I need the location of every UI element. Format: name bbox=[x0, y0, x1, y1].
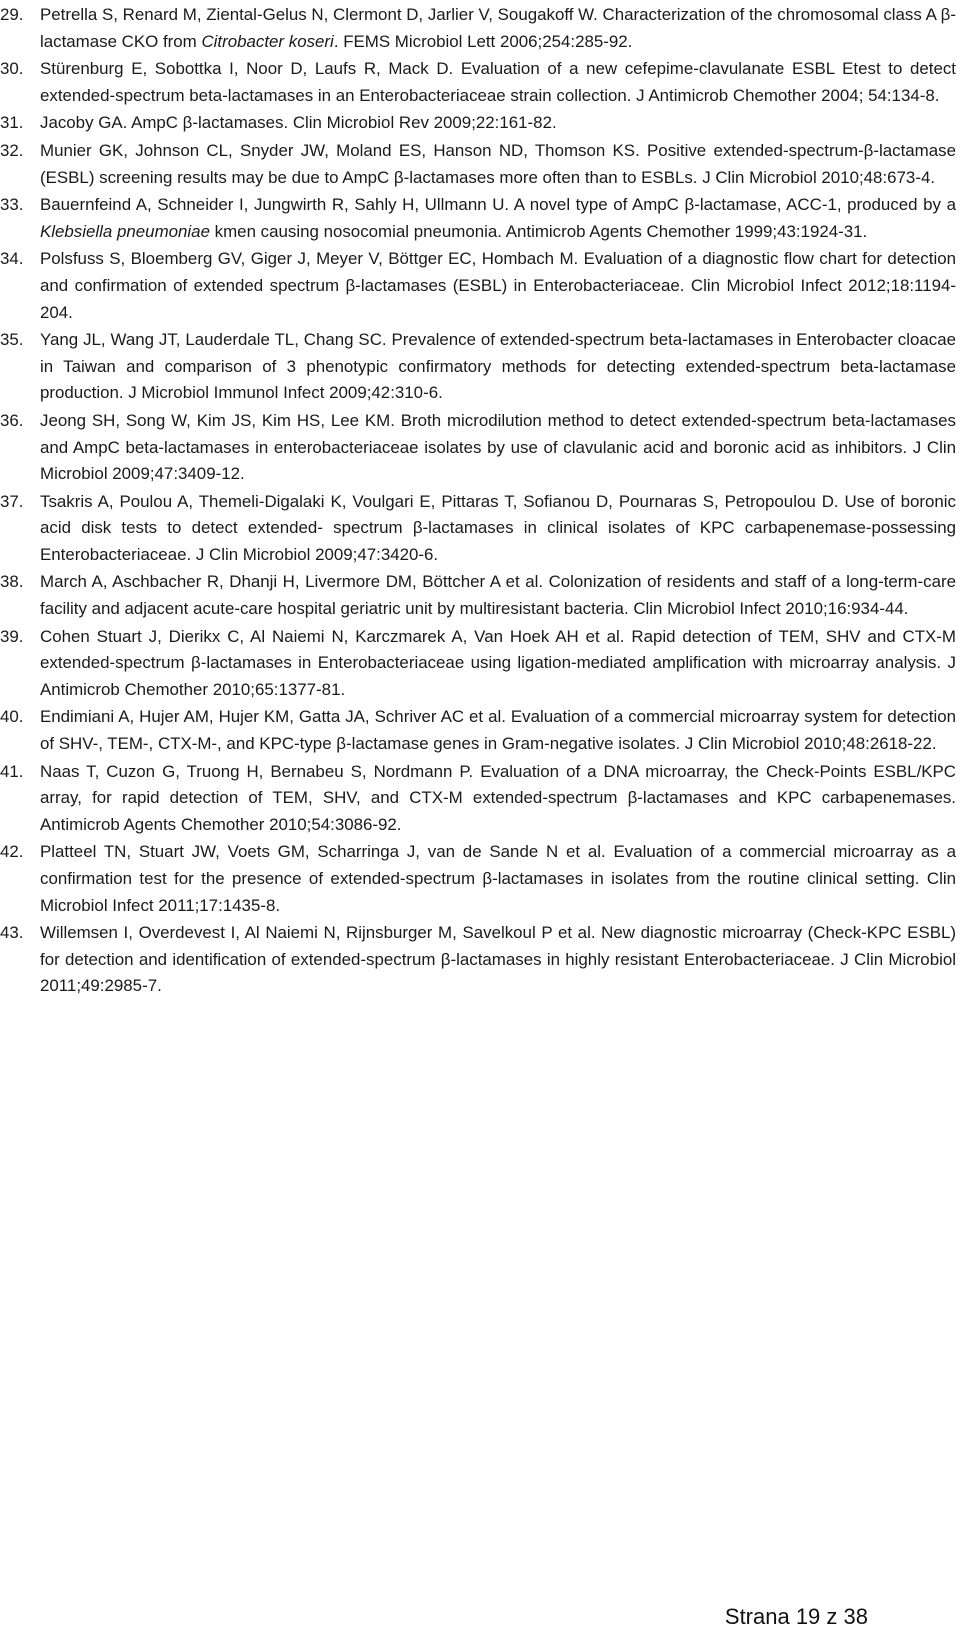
reference-text: Munier GK, Johnson CL, Snyder JW, Moland ES, Hanson ND, Thomson KS. Positive extended-spectrum-β-lactamase (ESBL) screening results may be due to AmpC β-lactamases more often than to ESBLs. J Clin Microbiol 2010;48:673-4. bbox=[40, 140, 956, 187]
reference-number: 38. bbox=[0, 572, 24, 592]
reference-text: Cohen Stuart J, Dierikx C, Al Naiemi N, Karczmarek A, Van Hoek AH et al. Rapid detection of TEM, SHV and CTX-M extended-spectrum β-lactamases in Enterobacteriaceae using ligation-mediated amplification with microarray analysis. J Antimicrob Chemother 2010;65:1377-81. bbox=[40, 626, 956, 699]
reference-number: 35. bbox=[0, 330, 24, 350]
reference-text: Jacoby GA. AmpC β-lactamases. Clin Microbiol Rev 2009;22:161-82. bbox=[40, 113, 557, 133]
reference-item bbox=[0, 110, 960, 137]
reference-text: Willemsen I, Overdevest I, Al Naiemi N, Rijnsburger M, Savelkoul P et al. New diagnostic microarray (Check-KPC ESBL) for detection and identification of extended-spectrum β-lactamases in highly resistant Enterobacteriaceae. J Clin Microbiol 2011;49:2985-7. bbox=[40, 923, 956, 996]
reference-number: 39. bbox=[0, 626, 24, 646]
reference-item bbox=[0, 704, 960, 757]
reference-number: 43. bbox=[0, 923, 24, 943]
reference-number: 31. bbox=[0, 113, 24, 133]
reference-item bbox=[0, 408, 960, 488]
reference-number: 29. bbox=[0, 5, 24, 24]
reference-text-tail: . FEMS Microbiol Lett 2006;254:285-92. bbox=[333, 31, 633, 51]
reference-list bbox=[0, 2, 960, 1001]
reference-item bbox=[0, 839, 960, 919]
reference-text: Platteel TN, Stuart JW, Voets GM, Scharringa J, van de Sande N et al. Evaluation of a commercial microarray as a confirmation test for the presence of extended-spectrum β-lactamases in isolates from the routine clinical setting. Clin Microbiol Infect 2011;17:1435-8. bbox=[40, 842, 956, 915]
reference-text: Tsakris A, Poulou A, Themeli-Digalaki K, Voulgari E, Pittaras T, Sofianou D, Pournaras S, Petropoulou D. Use of boronic acid disk tests to detect extended- spectrum β-lactamases in clinical isolates of KPC carbapenemase-possessing Enterobacteriaceae. J Clin Microbiol 2009;47:3420-6. bbox=[40, 491, 956, 564]
reference-number: 40. bbox=[0, 707, 24, 727]
reference-text: Naas T, Cuzon G, Truong H, Bernabeu S, Nordmann P. Evaluation of a DNA microarray, the Check-Points ESBL/KPC array, for rapid detection of TEM, SHV, and CTX-M extended-spectrum β-lactamases and KPC carbapenemases. Antimicrob Agents Chemother 2010;54:3086-92. bbox=[40, 761, 956, 834]
reference-text: Yang JL, Wang JT, Lauderdale TL, Chang SC. Prevalence of extended-spectrum beta-lactamases in Enterobacter cloacae in Taiwan and comparison of 3 phenotypic confirmatory methods for detecting extended-spectrum beta-lactamase production. J Microbiol Immunol Infect 2009;42:310-6. bbox=[40, 330, 956, 403]
page-number-footer: Strana 19 z 38 bbox=[724, 1604, 868, 1629]
reference-text: March A, Aschbacher R, Dhanji H, Livermore DM, Böttcher A et al. Colonization of residents and staff of a long-term-care facility and adjacent acute-care hospital geriatric unit by multiresistant bacteria. Clin Microbiol Infect 2010;16:934-44. bbox=[40, 572, 956, 619]
reference-text: Polsfuss S, Bloemberg GV, Giger J, Meyer V, Böttger EC, Hombach M. Evaluation of a diagnostic flow chart for detection and confirmation of extended spectrum β-lactamases (ESBL) in Enterobacteriaceae. Clin Microbiol Infect 2012;18:1194-204. bbox=[40, 249, 956, 322]
reference-number: 33. bbox=[0, 195, 24, 215]
reference-species-name: Klebsiella pneumoniae bbox=[40, 221, 210, 241]
reference-species-name: Citrobacter koseri bbox=[201, 31, 334, 51]
reference-text: Bauernfeind A, Schneider I, Jungwirth R, Sahly H, Ullmann U. A novel type of AmpC β-lactamase, ACC-1, produced by a bbox=[40, 195, 956, 215]
reference-number: 34. bbox=[0, 249, 24, 269]
reference-number: 42. bbox=[0, 842, 24, 862]
reference-text-tail: kmen causing nosocomial pneumonia. Antimicrob Agents Chemother 1999;43:1924-31. bbox=[209, 221, 868, 241]
reference-number: 37. bbox=[0, 491, 24, 511]
reference-item bbox=[0, 246, 960, 326]
reference-text: Jeong SH, Song W, Kim JS, Kim HS, Lee KM. Broth microdilution method to detect extended-spectrum beta-lactamases and AmpC beta-lactamases in enterobacteriaceae isolates by use of clavulanic acid and boronic acid as inhibitors. J Clin Microbiol 2009;47:3409-12. bbox=[40, 410, 956, 484]
reference-item bbox=[0, 2, 960, 55]
reference-item bbox=[0, 489, 960, 569]
reference-item bbox=[0, 56, 960, 109]
reference-number: 30. bbox=[0, 59, 24, 79]
reference-text: Endimiani A, Hujer AM, Hujer KM, Gatta JA, Schriver AC et al. Evaluation of a commercial microarray system for detection of SHV-, TEM-, CTX-M-, and KPC-type β-lactamase genes in Gram-negative isolates. J Clin Microbiol 2010;48:2618-22. bbox=[40, 707, 956, 754]
reference-number: 36. bbox=[0, 410, 24, 430]
reference-number: 41. bbox=[0, 761, 24, 781]
reference-item bbox=[0, 759, 960, 839]
reference-text: Petrella S, Renard M, Ziental-Gelus N, Clermont D, Jarlier V, Sougakoff W. Characterization of the chromosomal class A β-lactamase CKO from bbox=[40, 5, 956, 51]
reference-item bbox=[0, 569, 960, 622]
reference-item bbox=[0, 920, 960, 1000]
reference-item bbox=[0, 327, 960, 407]
reference-number: 32. bbox=[0, 140, 24, 160]
reference-item bbox=[0, 138, 960, 191]
reference-item bbox=[0, 192, 960, 245]
reference-item bbox=[0, 624, 960, 704]
reference-text: Stürenburg E, Sobottka I, Noor D, Laufs R, Mack D. Evaluation of a new cefepime-clavulanate ESBL Etest to detect extended-spectrum beta-lactamases in an Enterobacteriaceae strain collection. J Antimicrob Chemother 2004; 54:134-8. bbox=[40, 59, 956, 105]
